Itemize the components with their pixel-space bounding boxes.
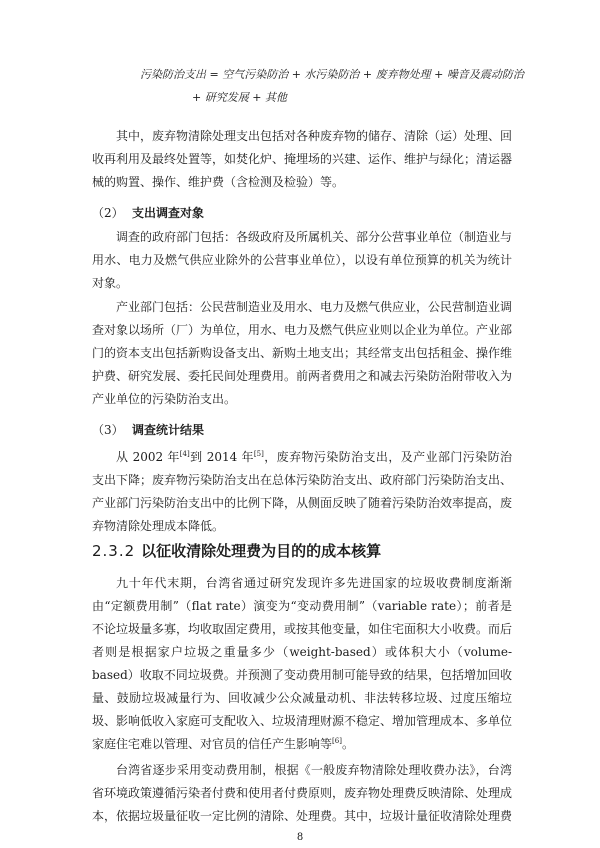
section-title: 以征收清除处理费为目的的成本核算 [141,542,382,560]
subsection-2-heading [92,202,512,225]
fee-system-end: 。 [341,737,354,751]
citation-4: [4] [179,450,190,458]
citation-5: [5] [253,450,264,458]
subsection-3-number: （3） [92,423,124,437]
formula-line-1: 污染防治支出 = 空气污染防治 + 水污染防治 + 废弃物处理 + 噪音及震动防治 [140,68,524,81]
subsection-2-number: （2） [92,206,124,220]
subsection-3-heading [92,419,512,442]
subsection-3-title: 调查统计结果 [132,423,205,437]
results-paragraph [92,446,512,538]
variable-fee-paragraph: 台湾省逐步采用变动费用制，根据《一般废弃物清除处理收费办法》，台湾省环境政策遵循污染者付费和使用者付费原则，废弃物处理费反映清除、处理成本，依据垃圾量征收一定比例的清除、处理费。其中，垃圾计量征收清除处理费 [92,763,513,823]
intro-paragraph: 其中，废弃物清除处理支出包括对各种废弃物的储存、清除（运）处理、回收再利用及最终处置等，如焚化炉、掩埋场的兴建、运作、维护与绿化；清运器械的购置、操作、维护费（含检测及检验）等。 [92,129,513,189]
section-number: 2.3.2 [92,542,136,560]
formula-line-2: + 研究发展 + 其他 [192,91,287,104]
fee-system-text: 九十年代末期，台湾省通过研究发现许多先进国家的垃圾收费制度渐渐由“定额费用制”（flat rate）演变为“变动费用制”（variable rate）；前者是不论垃圾量多寡，均收取固定费用，或按其他变量，如住宅面积大小收费。而后者则是根据家户垃圾之重量多少（weight-based）或体积大小（volume-based）收取不同垃圾费。并预测了变动费用制可能导致的结果，包括增加回收量、鼓励垃圾减量行为、回收减少公众减量动机、非法转移垃圾、过度压缩垃圾、影响低收入家庭可支配收入、垃圾清理财源不稳定、增加管理成本、多单位家庭住宅难以管理、对官员的信任产生影响等 [92,576,513,751]
citation-6: [6] [332,737,342,745]
subsection-2-title: 支出调查对象 [132,206,205,220]
fee-system-paragraph [92,572,512,756]
government-scope-paragraph: 调查的政府部门包括：各级政府及所属机关、部分公营事业单位（制造业与用水、电力及燃气供应业除外的公营事业单位），以设有单位预算的机关为统计对象。 [92,230,513,290]
page-number: 8 [296,832,304,843]
section-heading [92,539,512,563]
results-text-3: ，废弃物污染防治支出，及产业部门污染防治支出下降；废弃物污染防治支出在总体污染防治支出、政府部门污染防治支出、产业部门污染防治支出中的比例下降，从侧面反映了随着污染防治效率提高，废弃物清除处理成本降低。 [92,450,513,533]
results-text-1: 从 2002 年 [116,450,180,464]
results-text-2: 到 2014 年 [189,450,254,464]
industry-scope-paragraph: 产业部门包括：公民营制造业及用水、电力及燃气供应业，公民营制造业调查对象以场所（厂）为单位，用水、电力及燃气供应业则以企业为单位。产业部门的资本支出包括新购设备支出、新购土地支出；其经常支出包括租金、操作维护费、研究发展、委托民间处理费用。前两者费用之和减去污染防治附带收入为产业单位的污染防治支出。 [92,300,513,406]
